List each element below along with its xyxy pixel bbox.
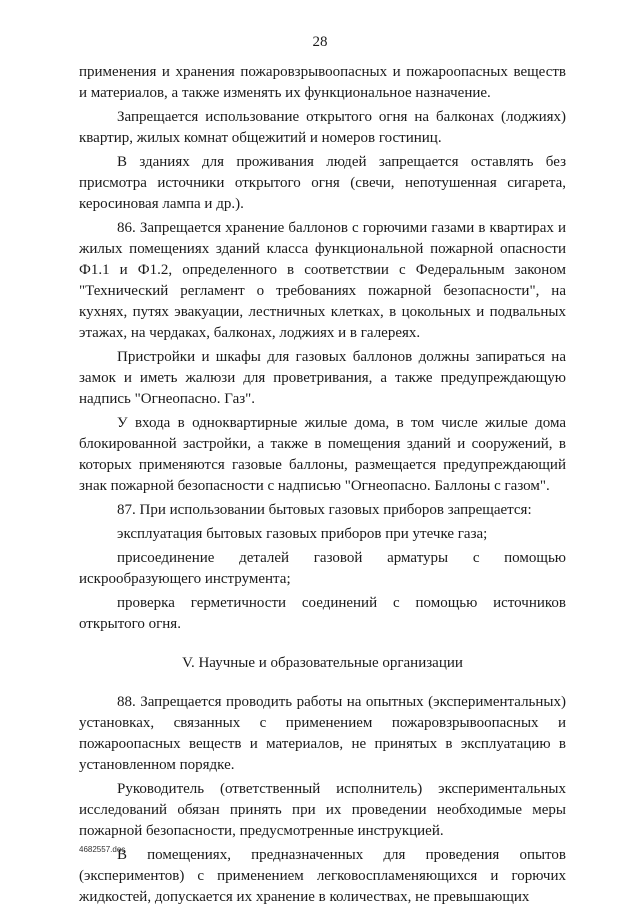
paragraph: применения и хранения пожаровзрывоопасных и пожароопасных веществ и материалов, а также изменять их функциональное назначение. <box>79 64 566 101</box>
document-file-code: 4682557.doc <box>79 845 126 854</box>
list-item: проверка герметичности соединений с помощью источников открытого огня. <box>79 595 566 632</box>
list-item: эксплуатация бытовых газовых приборов при утечке газа; <box>117 526 488 542</box>
paragraph: У входа в одноквартирные жилые дома, в том числе жилые дома блокированной застройки, а также в помещения зданий и сооружений, в которых применяются газовые баллоны, размещается предупреждающий знак пожарной безопасности с надписью "Огнеопасно. Баллоны с газом". <box>79 415 566 494</box>
paragraph: Пристройки и шкафы для газовых баллонов должны запираться на замок и иметь жалюзи для проветривания, а также предупреждающую надпись "Огнеопасно. Газ". <box>79 349 566 407</box>
document-body <box>79 62 566 911</box>
paragraph: В зданиях для проживания людей запрещается оставлять без присмотра источники открытого огня (свечи, непотушенная сигарета, керосиновая лампа и др.). <box>79 154 566 212</box>
paragraph: Запрещается использование открытого огня на балконах (лоджиях) квартир, жилых комнат общежитий и номеров гостиниц. <box>79 109 566 146</box>
paragraph-86: 86. Запрещается хранение баллонов с горючими газами в квартирах и жилых помещениях зданий класса функциональной пожарной опасности Ф1.1 и Ф1.2, определенного в соответствии с Федеральным законом "Технический регламент о требованиях пожарной безопасности", на кухнях, путях эвакуации, лестничных клетках, в цокольных и подвальных этажах, на чердаках, балконах, лоджиях и в галереях. <box>79 220 566 341</box>
paragraph-87: 87. При использовании бытовых газовых приборов запрещается: <box>117 502 532 518</box>
paragraph: В помещениях, предназначенных для проведения опытов (экспериментов) с применением легковоспламеняющихся и горючих жидкостей, допускается их хранение в количествах, не превышающих <box>79 847 566 905</box>
list-item: присоединение деталей газовой арматуры с помощью искрообразующего инструмента; <box>79 550 566 587</box>
paragraph: Руководитель (ответственный исполнитель) экспериментальных исследований обязан принять при их проведении необходимые меры пожарной безопасности, предусмотренные инструкцией. <box>79 781 566 839</box>
paragraph-88: 88. Запрещается проводить работы на опытных (экспериментальных) установках, связанных с применением пожаровзрывоопасных и пожароопасных веществ и материалов, не принятых в эксплуатацию в установленном порядке. <box>79 694 566 773</box>
section-heading: V. Научные и образовательные организации <box>182 655 463 671</box>
page-number: 28 <box>312 34 328 50</box>
